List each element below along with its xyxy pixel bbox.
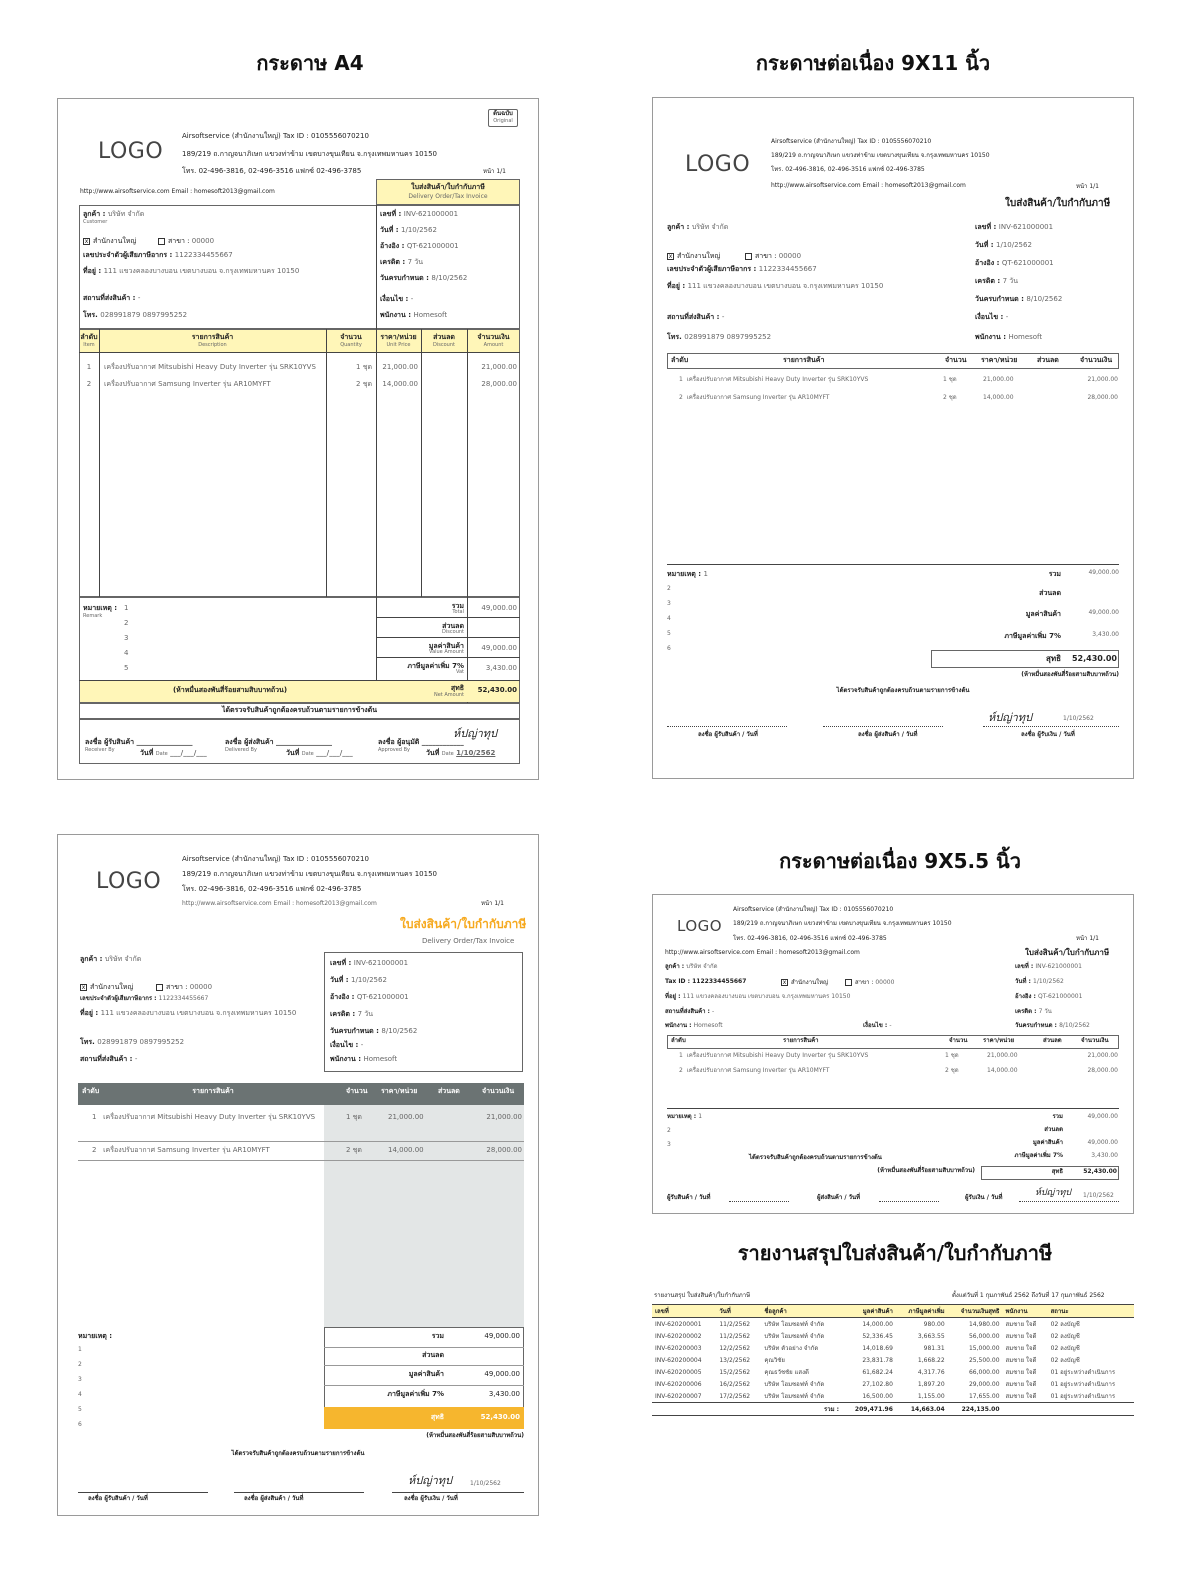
doc-title: ใบส่งสินค้า/ใบกำกับภาษี bbox=[400, 917, 527, 931]
remark-label: หมายเหตุ : bbox=[83, 604, 118, 612]
signature: ห์ปญ่าทุป bbox=[453, 727, 498, 740]
value-amount: 49,000.00 bbox=[481, 644, 517, 652]
company-name: Airsoftservice (สำนักงานใหญ่) Tax ID : 0105556070210 bbox=[182, 132, 369, 140]
invoice-continuous-9x11: LOGO Airsoftservice (สำนักงานใหญ่) Tax ID : 0105556070210 189/219 ถ.กาญจนาภิเษก แขวงท่าข้าม เขตบางขุนเทียน จ.กรุงเทพมหานคร 10150 โทร. 02-496-3816, 02-496-3516 แฟกซ์ 02-496-3785 http://www.airsoftservice.com Email : homesoft2013@gmail.com หน้า 1/1 ใบส่งสินค้า/ใบกำกับภาษี ลูกค้า : บริษัท จำกัด x สำนักงานใหญ่ สาขา : 00000 เลขประจำตัวผู้เสียภาษีอากร : 1122334455667 ที่อยู่ : 111 แขวงคลองบางบอน เขตบางบอน จ.กรุงเทพมหานคร 10150 สถานที่ส่งสินค้า : - โทร. 028991879 0897995252 เลขที่ : INV-621000001 วันที่ : 1/10/2562 อ้างอิง : QT-621000001 เครดิต : 7 วัน วันครบกำหนด : 8/10/2562 เงื่อนไข : - พนักงาน : Homesoft ลำดับ รายการสินค้า จำนวน ราคา/หน่วย ส่วนลด จำนวนเงิน 1 เครื่องปรับอากาศ Mitsubishi Heavy Duty Inverter รุ่น SRK10YVS 1 ชุด 21,000.00 21,000.00 2 เครื่องปรับอากาศ Samsung Inverter รุ่น AR10MYFT 2 ชุด 14,000.00 28,000.00 หมายเหตุ : 1 2 3 4 5 6 รวม 49,000.00 ส่วนลด มูลค่าสินค้า 49,000.00 ภาษีมูลค่าเพิ่ม 7% 3,430.00 สุทธิ 52,430.00 (ห้าหมื่นสองพันสี่ร้อยสามสิบบาทถ้วน) ได้ตรวจรับสินค้าถูกต้องครบถ้วนตามรายการข้างต้น ห์ปญ่าทุป 1/10/2562 ลงชื่อ ผู้รับสินค้า / วันที่ ลงชื่อ ผู้ส่งสินค้า / วันที่ ลงชื่อ ผู้รับเงิน / วันที่ bbox=[652, 97, 1134, 779]
table-row: 1 เครื่องปรับอากาศ Mitsubishi Heavy Duty Inverter รุ่น SRK10YVS bbox=[679, 1052, 869, 1059]
hq-checkbox[interactable]: x สำนักงานใหญ่ bbox=[84, 237, 137, 245]
company-logo: LOGO bbox=[677, 917, 723, 935]
heading-continuous-9x11: กระดาษต่อเนื่อง 9X11 นิ้ว bbox=[755, 51, 991, 75]
doc-no: เลขที่ : INV-621000001 bbox=[380, 210, 459, 218]
deliverer-sign: ลงชื่อ ผู้ส่งสินค้า ________________ bbox=[225, 738, 332, 746]
report-header-row: เลขที่ วันที่ ชื่อลูกค้า มูลค่าสินค้า ภาษีมูลค่าเพิ่ม จำนวนเงินสุทธิ พนักงาน สถานะ bbox=[652, 1305, 1134, 1318]
heading-a4: กระดาษ A4 bbox=[256, 51, 364, 75]
total-value: 49,000.00 bbox=[481, 604, 517, 612]
table-row: 2 เครื่องปรับอากาศ Samsung Inverter รุ่น AR10MYFT bbox=[679, 394, 830, 401]
doc-due: วันครบกำหนด : 8/10/2562 bbox=[380, 274, 468, 282]
company-logo: LOGO bbox=[98, 139, 164, 164]
branch-checkbox[interactable]: สาขา : 00000 bbox=[745, 252, 801, 260]
net-label: สุทธิ bbox=[450, 684, 464, 692]
report-row: INV-620200005 15/2/2562 คุณธวัชชัย แสงดี 61,682.24 4,317.76 66,000.00 สมชาย ใจดี 01 อยู่ระหว่างดำเนินการ bbox=[655, 1368, 1116, 1376]
net-amount: 52,430.00 bbox=[477, 686, 517, 694]
branch-checkbox[interactable]: สาขา : 00000 bbox=[156, 983, 212, 991]
value-label: มูลค่าสินค้า bbox=[428, 642, 464, 650]
col-price: ราคา/หน่วย bbox=[380, 333, 417, 341]
col-amount: จำนวนเงิน bbox=[477, 333, 510, 341]
received-statement: ได้ตรวจรับสินค้าถูกต้องครบถ้วนตามรายการข้างต้น bbox=[221, 706, 378, 714]
col-qty: จำนวน bbox=[340, 333, 362, 341]
table-row: 2 เครื่องปรับอากาศ Samsung Inverter รุ่น AR10MYFT bbox=[92, 1146, 270, 1154]
tax-id: เลขประจำตัวผู้เสียภาษีอากร : 1122334455667 bbox=[83, 251, 233, 259]
doc-staff: พนักงาน : Homesoft bbox=[380, 311, 448, 319]
doc-ref: อ้างอิง : QT-621000001 bbox=[380, 242, 459, 250]
report-row: INV-620200003 12/2/2562 บริษัท ตัวอย่าง จำกัด 14,018.69 981.31 15,000.00 สมชาย ใจดี 02 ลงบัญชี bbox=[655, 1344, 1080, 1352]
col-discount: ส่วนลด bbox=[433, 333, 455, 341]
page-number: หน้า 1/1 bbox=[483, 168, 506, 175]
invoice-a4-gray: LOGO Airsoftservice (สำนักงานใหญ่) Tax ID : 0105556070210 189/219 ถ.กาญจนาภิเษก แขวงท่าข้าม เขตบางขุนเทียน จ.กรุงเทพมหานคร 10150 โทร. 02-496-3816, 02-496-3516 แฟกซ์ 02-496-3785 http://www.airsoftservice.com Email : homesoft2013@gmail.com หน้า 1/1 ใบส่งสินค้า/ใบกำกับภาษี Delivery Order/Tax Invoice ลูกค้า : บริษัท จำกัด x สำนักงานใหญ่ สาขา : 00000 เลขประจำตัวผู้เสียภาษีอากร : 1122334455667 ที่อยู่ : 111 แขวงคลองบางบอน เขตบางบอน จ.กรุงเทพมหานคร 10150 โทร. 028991879 0897995252 สถานที่ส่งสินค้า : - เลขที่ : INV-621000001 วันที่ : 1/10/2562 อ้างอิง : QT-621000001 เครดิต : 7 วัน วันครบกำหนด : 8/10/2562 เงื่อนไข : - พนักงาน : Homesoft ลำดับ รายการสินค้า จำนวน ราคา/หน่วย ส่วนลด จำนวนเงิน 1 เครื่องปรับอากาศ Mitsubishi Heavy Duty Inverter รุ่น SRK10YVS 1 ชุด 21,000.00 21,000.00 2 เครื่องปรับอากาศ Samsung Inverter รุ่น AR10MYFT 2 ชุด 14,000.00 28,000.00 หมายเหตุ : 1 2 3 4 5 6 รวม 49,000.00 ส่วนลด มูลค่าสินค้า 49,000.00 ภาษีมูลค่าเพิ่ม 7% 3,430.00 สุทธิ 52,430.00 (ห้าหมื่นสองพันสี่ร้อยสามสิบบาทถ้วน) ได้ตรวจรับสินค้าถูกต้องครบถ้วนตามรายการข้างต้น ห์ปญ่าทุป 1/10/2562 ลงชื่อ ผู้รับสินค้า / วันที่ ลงชื่อ ผู้ส่งสินค้า / วันที่ ลงชื่อ ผู้รับเงิน / วันที่ bbox=[57, 834, 539, 1516]
doc-title-box: ใบส่งสินค้า/ใบกำกับภาษี Delivery Order/Tax Invoice bbox=[376, 179, 520, 205]
report-total-row: รวม : 209,471.96 14,663.04 224,135.00 bbox=[652, 1403, 1134, 1416]
total-label: รวม bbox=[451, 602, 464, 610]
hq-checkbox[interactable]: x สำนักงานใหญ่ bbox=[782, 979, 829, 986]
report-row: INV-620200001 11/2/2562 บริษัท โฮมซอฟท์ จำกัด 14,000.00 980.00 14,980.00 สมชาย ใจดี 02 ลงบัญชี bbox=[655, 1320, 1080, 1328]
heading-summary-report: รายงานสรุปใบส่งสินค้า/ใบกำกับภาษี bbox=[737, 1241, 1053, 1265]
doc-title: ใบส่งสินค้า/ใบกำกับภาษี bbox=[1005, 198, 1111, 209]
table-row: 1 เครื่องปรับอากาศ Mitsubishi Heavy Duty Inverter รุ่น SRK10YVS bbox=[92, 1113, 316, 1121]
report-table bbox=[652, 1304, 1134, 1416]
original-badge: ต้นฉบับ Original bbox=[488, 109, 518, 127]
report-range: ตั้งแต่วันที่ 1 กุมภาพันธ์ 2562 ถึงวันที่ 17 กุมภาพันธ์ 2562 bbox=[952, 1292, 1105, 1299]
report-row: INV-620200006 16/2/2562 บริษัท โฮมซอฟท์ จำกัด 27,102.80 1,897.20 29,000.00 สมชาย ใจดี 01 อยู่ระหว่างดำเนินการ bbox=[655, 1380, 1116, 1388]
discount-label: ส่วนลด bbox=[442, 622, 464, 630]
col-item: ลำดับ bbox=[80, 333, 98, 341]
company-address: 189/219 ถ.กาญจนาภิเษก แขวงท่าข้าม เขตบางขุนเทียน จ.กรุงเทพมหานคร 10150 bbox=[182, 150, 437, 158]
table-row: 1 เครื่องปรับอากาศ Mitsubishi Heavy Duty Inverter รุ่น SRK10YVS bbox=[679, 376, 869, 383]
ship-to: สถานที่ส่งสินค้า : - bbox=[83, 294, 141, 302]
customer-address: ที่อยู่ : 111 แขวงคลองบางบอน เขตบางบอน จ.กรุงเทพมหานคร 10150 bbox=[83, 267, 300, 275]
amount-in-words: (ห้าหมื่นสองพันสี่ร้อยสามสิบบาทถ้วน) bbox=[172, 686, 288, 694]
company-logo: LOGO bbox=[685, 152, 751, 177]
branch-checkbox[interactable]: สาขา : 00000 bbox=[845, 979, 894, 987]
table-row: 1 bbox=[86, 363, 92, 371]
heading-continuous-9x5-5: กระดาษต่อเนื่อง 9X5.5 นิ้ว bbox=[779, 849, 1021, 873]
company-web-email: http://www.airsoftservice.com Email : homesoft2013@gmail.com bbox=[80, 188, 275, 195]
customer-tel: โทร. 028991879 0897995252 bbox=[83, 311, 188, 319]
hq-checkbox[interactable]: x สำนักงานใหญ่ bbox=[668, 252, 721, 260]
table-row: 2 เครื่องปรับอากาศ Samsung Inverter รุ่น AR10MYFT bbox=[679, 1067, 830, 1074]
company-logo: LOGO bbox=[96, 869, 162, 894]
hq-checkbox[interactable]: x สำนักงานใหญ่ bbox=[81, 983, 134, 991]
company-phone: โทร. 02-496-3816, 02-496-3516 แฟกซ์ 02-496-3785 bbox=[182, 167, 362, 175]
vat-amount: 3,430.00 bbox=[485, 664, 517, 672]
customer-label: ลูกค้า : บริษัท จำกัด bbox=[83, 210, 145, 218]
invoice-continuous-9x5-5: LOGO Airsoftservice (สำนักงานใหญ่) Tax ID : 0105556070210 189/219 ถ.กาญจนาภิเษก แขวงท่าข้าม เขตบางขุนเทียน จ.กรุงเทพมหานคร 10150 โทร. 02-496-3816, 02-496-3516 แฟกซ์ 02-496-3785 หน้า 1/1 http://www.airsoftservice.com Email : homesoft2013@gmail.com ใบส่งสินค้า/ใบกำกับภาษี ลูกค้า : บริษัท จำกัด Tax ID : 1122334455667 x สำนักงานใหญ่ สาขา : 00000 ที่อยู่ : 111 แขวงคลองบางบอน เขตบางบอน จ.กรุงเทพมหานคร 10150 สถานที่ส่งสินค้า : - พนักงาน : Homesoft เงื่อนไข : - เลขที่ : INV-621000001 วันที่ : 1/10/2562 อ้างอิง : QT-621000001 เครดิต : 7 วัน วันครบกำหนด : 8/10/2562 ลำดับ รายการสินค้า จำนวน ราคา/หน่วย ส่วนลด จำนวนเงิน 1 เครื่องปรับอากาศ Mitsubishi Heavy Duty Inverter รุ่น SRK10YVS 1 ชุด 21,000.00 21,000.00 2 เครื่องปรับอากาศ Samsung Inverter รุ่น AR10MYFT 2 ชุด 14,000.00 28,000.00 หมายเหตุ : 1 2 3 รวม 49,000.00 ส่วนลด มูลค่าสินค้า 49,000.00 ภาษีมูลค่าเพิ่ม 7% 3,430.00 ได้ตรวจรับสินค้าถูกต้องครบถ้วนตามรายการข้างต้น (ห้าหมื่นสองพันสี่ร้อยสามสิบบาทถ้วน) สุทธิ 52,430.00 ห์ปญ่าทุป 1/10/2562 ผู้รับสินค้า / วันที่ ผู้ส่งสินค้า / วันที่ ผู้รับเงิน / วันที่ bbox=[652, 894, 1134, 1214]
approver-sign: ลงชื่อ ผู้อนุมัติ ____________ bbox=[378, 738, 464, 746]
doc-date: วันที่ : 1/10/2562 bbox=[380, 226, 437, 234]
invoice-a4-yellow: ต้นฉบับ Original LOGO Airsoftservice (สำนักงานใหญ่) Tax ID : 0105556070210 189/219 ถ.กาญจนาภิเษก แขวงท่าข้าม เขตบางขุนเทียน จ.กรุงเทพมหานคร 10150 โทร. 02-496-3816, 02-496-3516 แฟกซ์ 02-496-3785 หน้า 1/1 http://www.airsoftservice.com Email : homesoft2013@gmail.com ใบส่งสินค้า/ใบกำกับภาษี Delivery Order/Tax Invoice ลูกค้า : บริษัท จำกัด Customer x สำนักงานใหญ่ สาขา : 00000 เลขประจำตัวผู้เสียภาษีอากร : 1122334455667 ที่อยู่ : 111 แขวงคลองบางบอน เขตบางบอน จ.กรุงเทพมหานคร 10150 สถานที่ส่งสินค้า : - โทร. 028991879 0897995252 เลขที่ : INV-621000001 วันที่ : 1/10/2562 อ้างอิง : QT-621000001 เครดิต : 7 วัน วันครบกำหนด : 8/10/2562 เงื่อนไข : - พนักงาน : Homesoft ลำดับ รายการสินค้า จำนวน ราคา/หน่วย ส่วนลด จำนวนเงิน Item Description Quantity Unit Price Discount Amount 1 เครื่องปรับอากาศ Mitsubishi Heavy Duty Inverter รุ่น SRK10YVS 1 ชุด 21,000.00 21,000.00 2 เครื่องปรับอากาศ Samsung Inverter รุ่น AR10MYFT 2 ชุด 14,000.00 28,000.00 หมายเหตุ : Remark 1 2 3 4 5 รวม Total 49,000.00 ส่วนลด Discount มูลค่าสินค้า Value Amount 49,000.00 ภาษีมูลค่าเพิ่ม 7% Vat 3,430.00 (ห้าหมื่นสองพันสี่ร้อยสามสิบบาทถ้วน) สุทธิ Net Amount 52,430.00 ได้ตรวจรับสินค้าถูกต้องครบถ้วนตามรายการข้างต้น ห์ปญ่าทุป ลงชื่อ ผู้รับสินค้า ________________ Receiver By วันที่ Date ___/___/___ ลงชื่อ ผู้ส่งสินค้า ________________ Delivered By วันที่ Date ___/___/___ ลงชื่อ ผู้อนุมัติ ____________ Approved By วันที่ Date 1/10/2562 bbox=[57, 98, 539, 780]
branch-checkbox[interactable]: สาขา : 00000 bbox=[158, 237, 214, 245]
report-row: INV-620200007 17/2/2562 บริษัท โฮมซอฟท์ จำกัด 16,500.00 1,155.00 17,655.00 สมชาย ใจดี 01 อยู่ระหว่างดำเนินการ bbox=[655, 1392, 1116, 1400]
summary-report bbox=[652, 1290, 1134, 1450]
report-row: INV-620200002 11/2/2562 บริษัท โฮมซอฟท์ จำกัด 52,336.45 3,663.55 56,000.00 สมชาย ใจดี 02 ลงบัญชี bbox=[655, 1332, 1080, 1340]
doc-credit: เครดิต : 7 วัน bbox=[380, 258, 424, 266]
report-row: INV-620200004 13/2/2562 คุณวิชัย 23,831.78 1,668.22 25,500.00 สมชาย ใจดี 02 ลงบัญชี bbox=[655, 1356, 1080, 1364]
table-row: 2 bbox=[86, 380, 92, 388]
doc-condition: เงื่อนไข : - bbox=[380, 295, 414, 303]
vat-label: ภาษีมูลค่าเพิ่ม 7% bbox=[407, 662, 464, 670]
col-desc: รายการสินค้า bbox=[191, 333, 234, 341]
receiver-sign: ลงชื่อ ผู้รับสินค้า ________________ bbox=[85, 738, 193, 746]
report-title: รายงานสรุป ใบส่งสินค้า/ใบกำกับภาษี bbox=[654, 1292, 751, 1299]
